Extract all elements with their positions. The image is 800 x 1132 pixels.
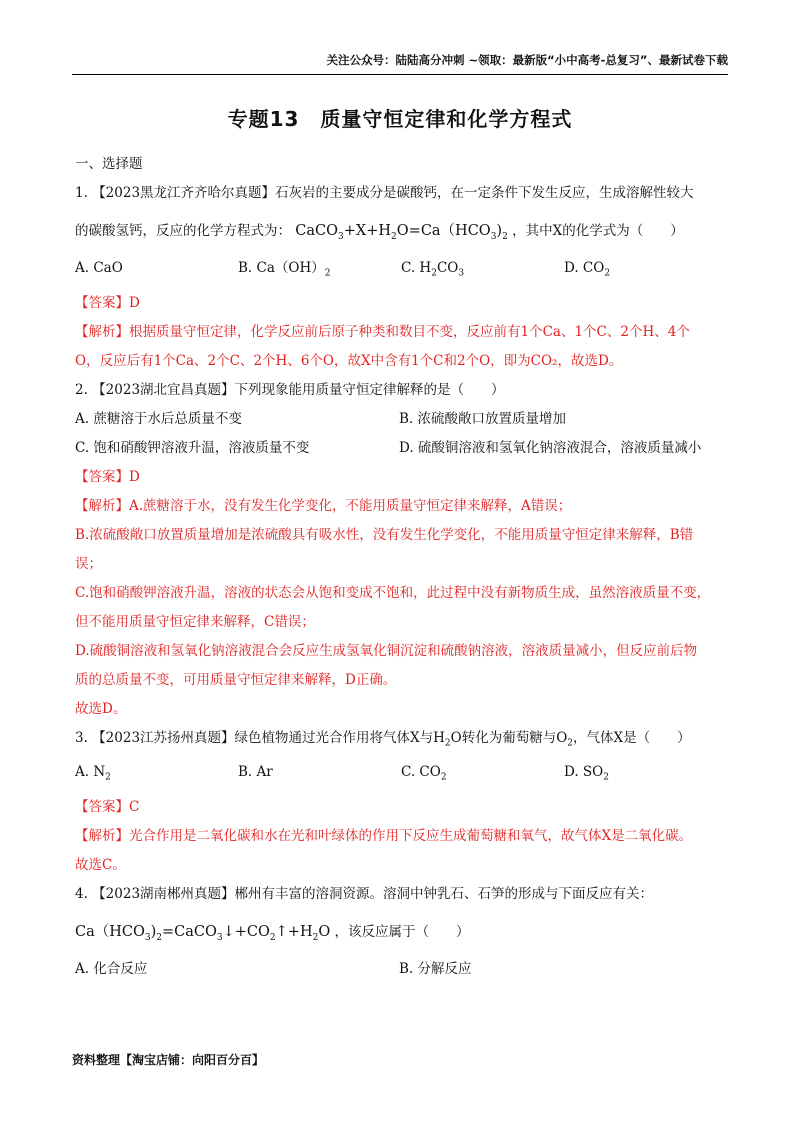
option-c	[401, 758, 564, 793]
eq-part: O	[318, 924, 331, 941]
document-title: 专题13 质量守恒定律和化学方程式	[227, 107, 573, 131]
option-a: A. 化合反应	[75, 961, 148, 978]
analysis: 误；	[75, 555, 102, 572]
page-footer: 资料整理【淘宝店铺：向阳百分百】	[72, 1053, 265, 1067]
option-sub: 2	[603, 773, 609, 784]
eq-part: Ca（HCO	[75, 924, 145, 941]
option-d	[564, 758, 609, 793]
analysis: 故选D。	[75, 700, 127, 717]
option-b	[238, 254, 401, 289]
eq-sub: 2	[156, 932, 163, 943]
analysis: 质的总质量不变，可用质量守恒定律来解释，D正确。	[75, 671, 397, 688]
eq-sub: 2	[269, 932, 276, 943]
eq-sub: 3	[338, 231, 344, 242]
question-1-equation-line	[75, 208, 730, 254]
analysis: D.硫酸铜溶液和氢氧化钠溶液混合会反应生成氢氧化铜沉淀和硫酸钠溶液，溶液质量减小，但反应前后物	[75, 642, 698, 659]
question-1-stem-end: ，其中X的化学式为（ ）	[512, 223, 684, 239]
eq-part: =CaCO	[162, 924, 217, 941]
analysis: 【解析】光合作用是二氧化碳和水在光和叶绿体的作用下反应生成葡萄糖和氧气，故气体X是二氧化碳。	[75, 828, 693, 845]
stem-text: O转化为葡萄糖与O	[450, 729, 568, 746]
option-b: B. 浓硫酸敞口放置质量增加	[399, 410, 567, 427]
option-sub: 3	[458, 268, 465, 279]
question-1-stem: 1. 【2023黑龙江齐齐哈尔真题】石灰岩的主要成分是碳酸钙，在一定条件下发生反应，生成溶解性较大	[75, 185, 694, 201]
option-d: D. 硫酸铜溶液和氢氧化钠溶液混合，溶液质量减小	[399, 439, 702, 456]
eq-part: )	[496, 223, 503, 239]
analysis: 故选C。	[75, 857, 126, 874]
stem-sub: 2	[444, 738, 451, 749]
option-a: A. CaO	[75, 260, 123, 276]
eq-part: )	[150, 924, 157, 941]
option-text: CO	[436, 260, 459, 276]
eq-part: CaCO	[295, 223, 339, 239]
analysis: 【解析】根据质量守恒定律，化学反应前后原子种类和数目不变，反应前有1个Ca、1个C、2个H、4个	[75, 323, 690, 340]
document-body	[75, 150, 730, 984]
stem-text: ，气体X是（ ）	[573, 729, 691, 746]
eq-sub: 2	[502, 231, 508, 242]
option-sub: 2	[604, 268, 611, 279]
answer: 【答案】D	[75, 294, 140, 311]
question-1-options	[75, 254, 730, 289]
question-2-options-row2	[75, 434, 730, 463]
eq-sub: 3	[144, 932, 151, 943]
question-4-stem: 4. 【2023湖南郴州真题】郴州有丰富的溶洞资源。溶洞中钟乳石、石笋的形成与下面反应有关：	[75, 886, 654, 903]
option-a	[75, 758, 238, 793]
analysis: B.浓硫酸敞口放置质量增加是浓硫酸具有吸水性，没有发生化学变化，不能用质量守恒定律来解释，B错	[75, 526, 694, 543]
analysis: O，反应后有1个Ca、2个C、2个H、6个O，故X中含有1个C和2个O，即为CO₂，故选D。	[75, 352, 623, 369]
option-sub: 2	[431, 268, 437, 279]
option-b: B. Ar	[238, 764, 273, 781]
answer: 【答案】D	[75, 468, 140, 485]
question-1-stem-cont: 的碳酸氢钙，反应的化学方程式为：	[75, 223, 291, 239]
eq-sub: 2	[312, 932, 319, 943]
analysis: 【解析】A.蔗糖溶于水，没有发生化学变化，不能用质量守恒定律来解释，A错误；	[75, 497, 572, 514]
question-2-stem: 2. 【2023湖北宜昌真题】下列现象能用质量守恒定律解释的是（ ）	[75, 381, 505, 398]
eq-part: O=Ca（HCO	[396, 223, 491, 239]
eq-part: ↓+CO	[222, 924, 270, 941]
stem-sub: 2	[567, 738, 574, 749]
option-text: D. SO	[564, 764, 604, 781]
eq-sub: 2	[391, 231, 397, 242]
question-4-stem-end: ，该反应属于（ ）	[334, 924, 470, 941]
option-text: D. CO	[564, 260, 605, 276]
eq-part: ↑+H	[275, 924, 313, 941]
stem-text: 3. 【2023江苏扬州真题】绿色植物通过光合作用将气体X与H	[75, 729, 445, 746]
option-d	[564, 254, 610, 289]
section-heading: 一、选择题	[75, 156, 143, 172]
eq-part: +X+H	[343, 223, 392, 239]
option-sub: 2	[324, 268, 331, 279]
question-4-equation-line	[75, 909, 730, 955]
question-4-options	[75, 955, 730, 984]
option-c	[401, 254, 564, 289]
option-text: C. CO	[401, 764, 441, 781]
option-sub: 2	[440, 773, 447, 784]
option-text: A. N	[75, 764, 106, 781]
option-sub: 2	[105, 773, 111, 784]
header-rule	[72, 74, 728, 75]
question-3-options	[75, 758, 730, 793]
question-2-options-row1	[75, 405, 730, 434]
page-header: 关注公众号：陆陆高分冲刺 ~领取：最新版“小中高考-总复习”、最新试卷下载	[326, 53, 728, 67]
option-c: C. 饱和硝酸钾溶液升温，溶液质量不变	[75, 439, 310, 456]
chemical-equation	[295, 223, 508, 242]
option-text: B. Ca（OH）	[238, 260, 325, 276]
option-text: C. H	[401, 260, 432, 276]
chemical-equation	[75, 924, 331, 943]
option-b: B. 分解反应	[399, 961, 472, 978]
eq-sub: 3	[216, 932, 223, 943]
question-3-stem	[75, 724, 730, 759]
answer: 【答案】C	[75, 799, 140, 816]
eq-sub: 3	[490, 231, 497, 242]
option-a: A. 蔗糖溶于水后总质量不变	[75, 410, 242, 427]
analysis: 但不能用质量守恒定律来解释，C错误；	[75, 613, 315, 630]
analysis: C.饱和硝酸钾溶液升温，溶液的状态会从饱和变成不饱和，此过程中没有新物质生成，虽然溶液质量不变，	[75, 584, 711, 601]
